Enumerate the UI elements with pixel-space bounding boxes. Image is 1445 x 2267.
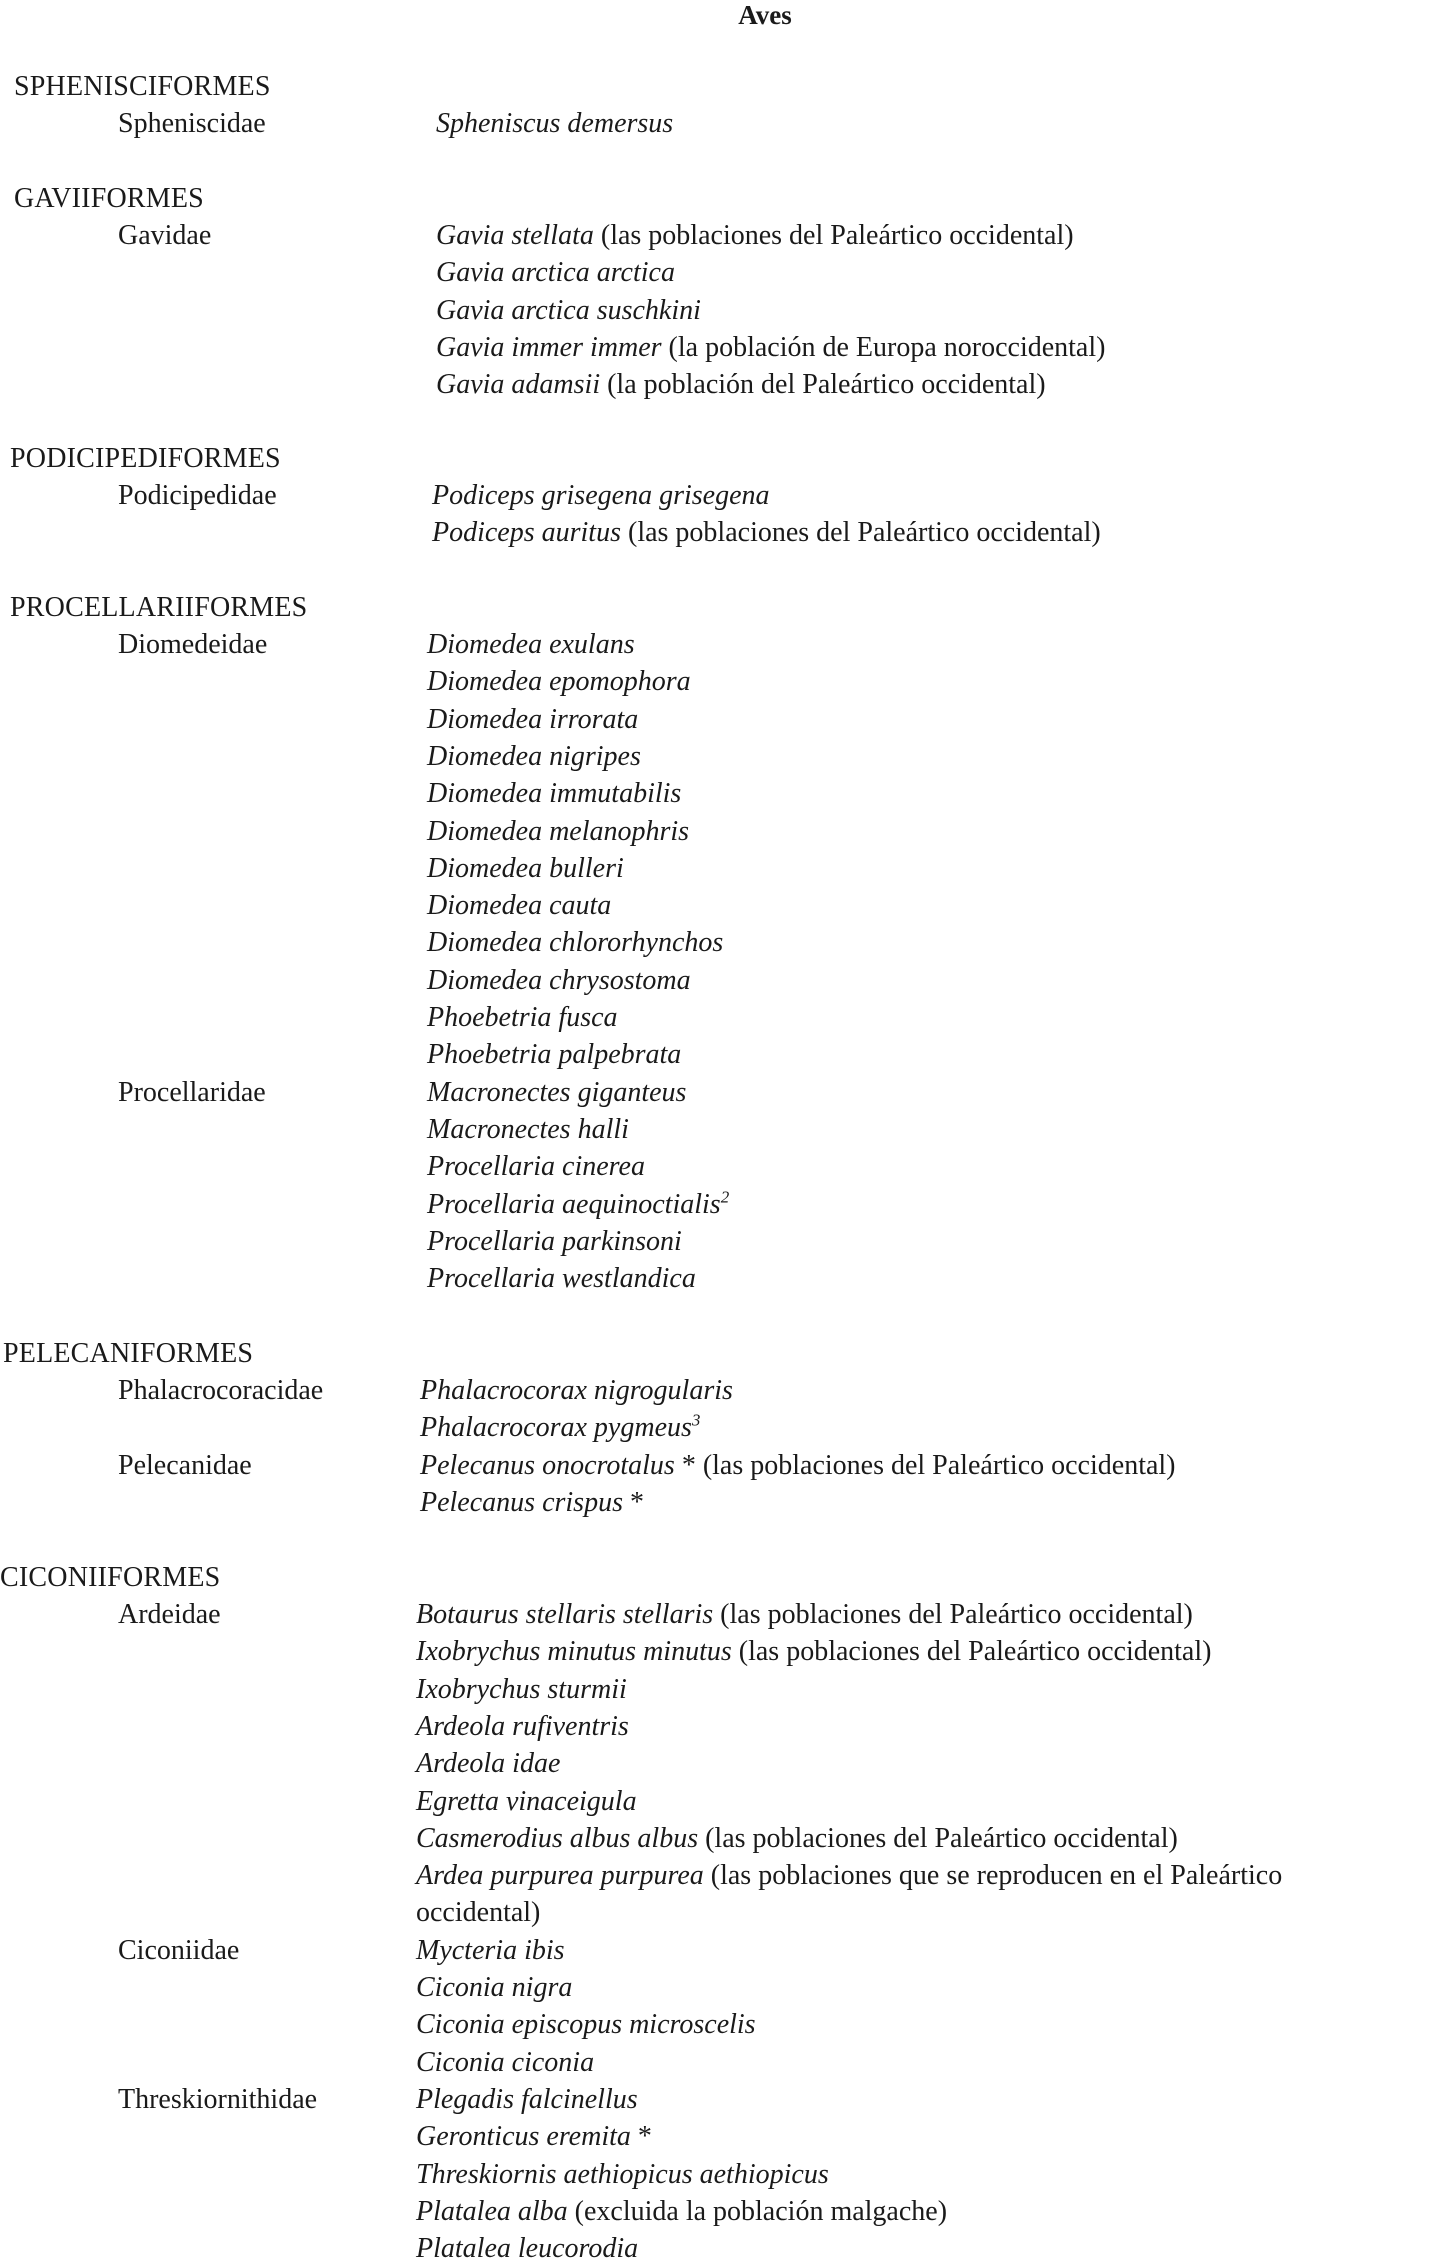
- family-name: Pelecanidae: [118, 1449, 252, 1481]
- species-entry: [427, 887, 611, 924]
- species-entry: [416, 1857, 1282, 1894]
- species-name: Gavia arctica arctica: [436, 257, 675, 289]
- species-name: Gavia immer immer: [436, 331, 662, 363]
- species-entry: [436, 329, 1105, 366]
- species-entry: [432, 477, 770, 514]
- species-entry: [427, 701, 638, 738]
- species-entry: [427, 1148, 645, 1185]
- species-name: Platalea alba: [416, 2195, 568, 2227]
- species-name: Diomedea exulans: [427, 629, 635, 660]
- species-entry: [416, 1708, 629, 1745]
- species-entry: [427, 999, 618, 1036]
- order-heading: GAVIIFORMES: [14, 183, 204, 214]
- species-entry: [416, 1633, 1211, 1670]
- species-note: (las poblaciones del Paleártico occidental): [698, 1822, 1178, 1854]
- species-entry: [416, 2044, 594, 2081]
- species-name: Phalacrocorax nigrogularis: [420, 1375, 733, 1406]
- order-heading: SPHENISCIFORMES: [14, 71, 271, 102]
- species-entry: [427, 1074, 686, 1111]
- species-entry: [416, 1596, 1193, 1633]
- species-entry: [416, 2193, 947, 2230]
- order-heading: PELECANIFORMES: [3, 1338, 254, 1369]
- family-name: Ardeidae: [118, 1599, 221, 1630]
- species-name: Ixobrychus sturmii: [416, 1673, 627, 1705]
- species-note: *: [630, 2121, 652, 2153]
- species-entry: [427, 626, 635, 663]
- species-name: Gavia stellata: [436, 220, 594, 251]
- species-note: (las poblaciones del Paleártico occidental): [621, 517, 1101, 549]
- order-heading: PROCELLARIIFORMES: [10, 592, 308, 623]
- species-entry: [416, 1745, 560, 1782]
- species-entry: [420, 1447, 1176, 1484]
- species-name: Ardea purpurea purpurea: [416, 1860, 704, 1892]
- species-name: Diomedea immutabilis: [427, 778, 682, 810]
- species-name: Podiceps auritus: [432, 517, 621, 549]
- species-entry: [416, 1783, 637, 1820]
- species-entry: [416, 1671, 627, 1708]
- species-entry: [436, 105, 673, 142]
- species-name: Ardeola idae: [416, 1748, 561, 1780]
- species-note: (las poblaciones del Paleártico occidental): [593, 220, 1074, 251]
- species-name: Diomedea nigripes: [427, 740, 641, 772]
- species-name: Podiceps grisegena grisegena: [432, 480, 770, 511]
- species-entry: [420, 1372, 733, 1409]
- species-name: Ixobrychus minutus minutus: [416, 1636, 732, 1668]
- species-name: Diomedea chrysostoma: [427, 964, 691, 996]
- species-name: Ciconia ciconia: [416, 2046, 595, 2078]
- species-entry: [436, 366, 1046, 403]
- species-name: Phoebetria palpebrata: [427, 1039, 682, 1071]
- family-name: Ciconiidae: [118, 1934, 240, 1966]
- species-name: Macronectes halli: [427, 1113, 629, 1145]
- species-entry: [432, 514, 1101, 551]
- species-entry: [436, 254, 675, 291]
- species-name: Diomedea chlororhynchos: [427, 927, 724, 959]
- page-title: Aves: [738, 0, 792, 30]
- species-name: Phalacrocorax pygmeus: [420, 1412, 692, 1444]
- species-entry: [427, 850, 624, 887]
- species-name: Gavia arctica suschkini: [436, 294, 701, 326]
- species-note: (la población del Paleártico occidental): [600, 369, 1046, 401]
- species-entry: [427, 962, 691, 999]
- species-name: Procellaria aequinoctialis: [427, 1188, 721, 1220]
- species-name: Diomedea epomophora: [427, 666, 691, 698]
- species-entry: [436, 292, 701, 329]
- species-name: Ardeola rufiventris: [416, 1710, 629, 1742]
- species-entry: [427, 1260, 696, 1297]
- species-entry: [416, 1932, 565, 1969]
- species-entry: [427, 663, 691, 700]
- species-note: (excluida la población malgache): [567, 2195, 948, 2227]
- species-name: Platalea leucorodia: [416, 2233, 639, 2265]
- family-name: Threskiornithidae: [118, 2083, 318, 2115]
- species-name: Ciconia episcopus microscelis: [416, 2009, 756, 2041]
- species-entry: [420, 1484, 644, 1521]
- species-name: Diomedea irrorata: [427, 703, 639, 735]
- species-entry: [427, 738, 641, 775]
- species-entry: [416, 2118, 652, 2155]
- species-note: (las poblaciones del Paleártico occidental): [713, 1599, 1193, 1630]
- species-name: Procellaria parkinsoni: [427, 1225, 682, 1257]
- species-name: Plegadis falcinellus: [416, 2083, 638, 2115]
- footnote-ref: 3: [691, 1410, 701, 1430]
- species-entry: [416, 1969, 572, 2006]
- species-entry: [427, 1223, 682, 1260]
- species-name: Spheniscus demersus: [436, 108, 674, 139]
- species-name: Diomedea cauta: [427, 890, 612, 922]
- species-name: Diomedea bulleri: [427, 852, 624, 884]
- footnote-ref: 2: [720, 1187, 730, 1207]
- species-note: (las poblaciones del Paleártico occidental): [731, 1636, 1212, 1668]
- family-name: Spheniscidae: [118, 108, 266, 139]
- family-name: Podicipedidae: [118, 480, 277, 511]
- species-entry: [416, 2230, 638, 2267]
- species-entry: [416, 2006, 756, 2043]
- order-heading: CICONIIFORMES: [0, 1562, 221, 1593]
- species-entry: [427, 813, 689, 850]
- species-name: Phoebetria fusca: [427, 1002, 618, 1033]
- species-name: Pelecanus onocrotalus: [420, 1449, 675, 1481]
- species-entry: [416, 1820, 1178, 1857]
- species-name: Ciconia nigra: [416, 1972, 573, 2003]
- species-note: * (las poblaciones del Paleártico occidental): [674, 1449, 1176, 1481]
- species-note: (la población de Europa noroccidental): [661, 331, 1106, 363]
- species-entry: [427, 1186, 729, 1223]
- species-name: Casmerodius albus albus: [416, 1822, 699, 1854]
- species-name: Pelecanus crispus: [420, 1486, 623, 1518]
- species-name: Geronticus eremita: [416, 2121, 631, 2153]
- species-note-continued: occidental): [416, 1897, 541, 1929]
- species-entry: [420, 1409, 700, 1446]
- order-heading: PODICIPEDIFORMES: [10, 443, 281, 474]
- species-name: Diomedea melanophris: [427, 815, 690, 847]
- species-name: Macronectes giganteus: [427, 1076, 687, 1108]
- species-entry: [427, 775, 681, 812]
- family-name: Gavidae: [118, 220, 212, 251]
- species-entry: [427, 1111, 629, 1148]
- species-name: Procellaria cinerea: [427, 1151, 645, 1183]
- species-entry: [416, 2156, 829, 2193]
- species-name: Egretta vinaceigula: [416, 1785, 637, 1817]
- species-entry: [427, 1036, 681, 1073]
- species-entry: [416, 2081, 638, 2118]
- family-name: Phalacrocoracidae: [118, 1375, 324, 1406]
- species-note: (las poblaciones que se reproducen en el Paleártico: [703, 1860, 1283, 1892]
- species-note: *: [622, 1486, 644, 1518]
- species-name: Gavia adamsii: [436, 369, 601, 401]
- species-name: Botaurus stellaris stellaris: [416, 1599, 714, 1630]
- species-name: Mycteria ibis: [416, 1934, 565, 1966]
- family-name: Diomedeidae: [118, 629, 268, 660]
- species-name: Threskiornis aethiopicus aethiopicus: [416, 2158, 829, 2190]
- family-name: Procellaridae: [118, 1076, 266, 1108]
- species-entry: [427, 924, 723, 961]
- species-name: Procellaria westlandica: [427, 1263, 696, 1295]
- species-entry: [436, 217, 1074, 254]
